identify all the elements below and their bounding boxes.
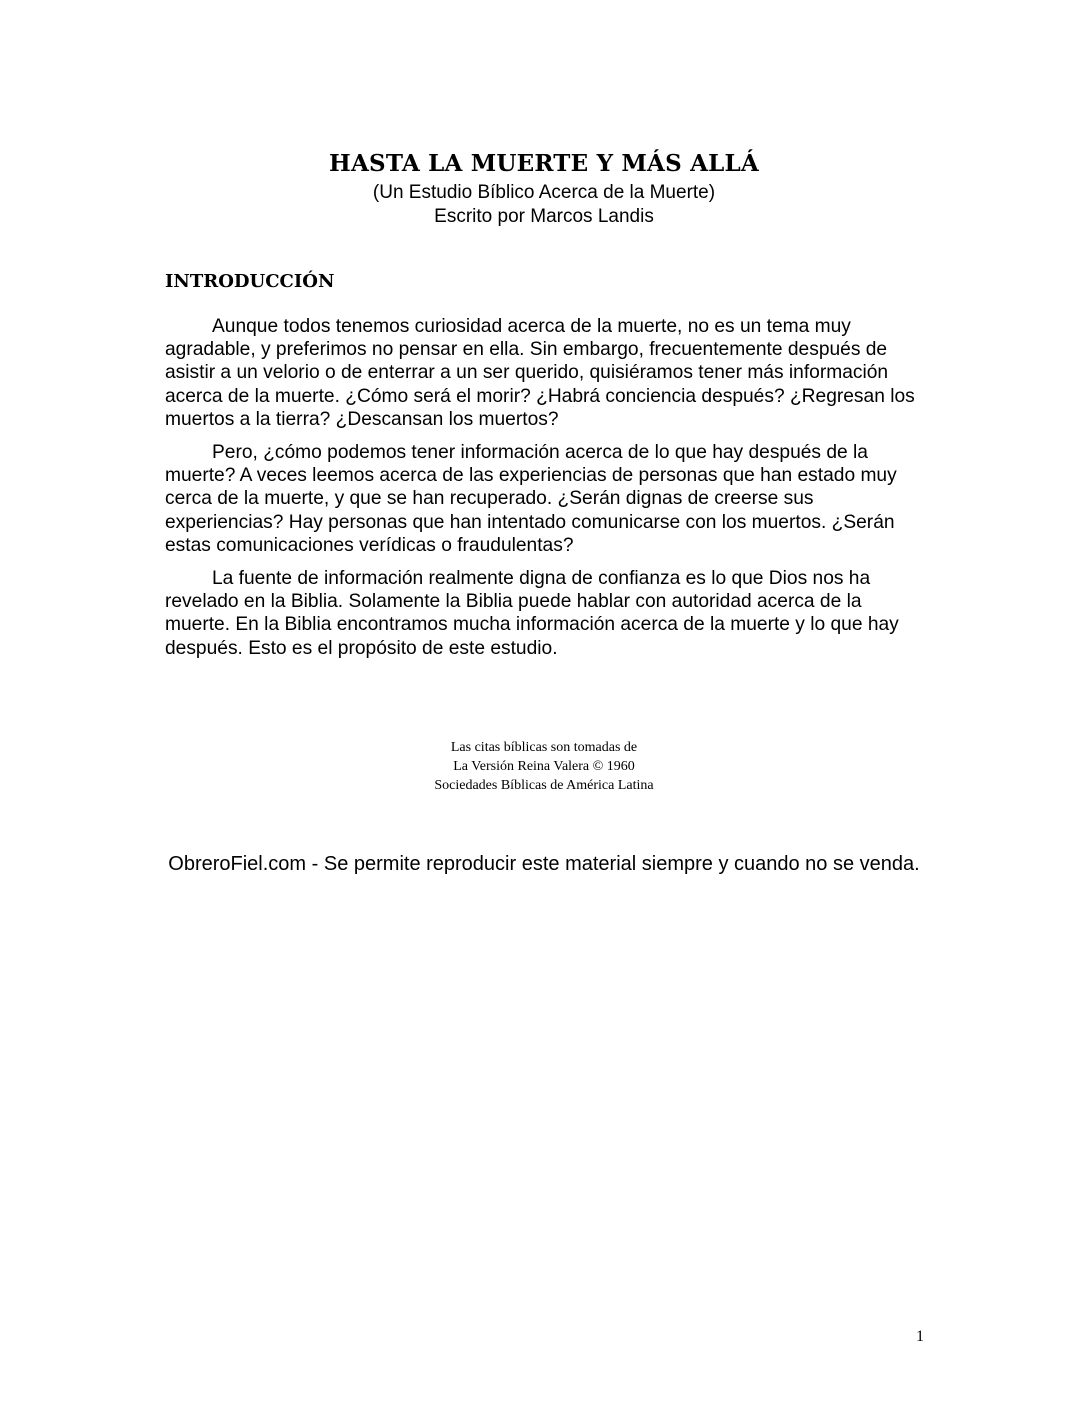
citation-line: Las citas bíblicas son tomadas de (450, 740, 638, 755)
document-title: HASTA LA MUERTE Y MÁS ALLÁ (329, 150, 759, 177)
document-subtitle: (Un Estudio Bíblico Acerca de la Muerte) (372, 182, 716, 203)
citation-note (0, 738, 1088, 795)
paragraph: Aunque todos tenemos curiosidad acerca de la muerte, no es un tema muy agradable, y preferimos no pensar en ella. Sin embargo, frecuentemente después de asistir a un velorio o de enterrar a un ser querido, quisiéramos tener más información acerca de la muerte. ¿Cómo será el morir? ¿Habrá conciencia después? ¿Regresan los muertos a la tierra? ¿Descansan los muertos? (165, 316, 915, 430)
citation-line: Sociedades Bíblicas de América Latina (434, 778, 654, 793)
page-number: 1 (916, 1328, 924, 1345)
paragraph: Pero, ¿cómo podemos tener información acerca de lo que hay después de la muerte? A veces leemos acerca de las experiencias de personas que han estado muy cerca de la muerte, y que se han recuperado. ¿Serán dignas de creerse sus experiencias? Hay personas que han intentado comunicarse con los muertos. ¿Serán estas comunicaciones verídicas o fraudulentas? (165, 442, 897, 556)
footer-notice: ObreroFiel.com - Se permite reproducir este material siempre y cuando no se venda. (168, 853, 920, 875)
body-text (165, 315, 925, 670)
citation-line: La Versión Reina Valera © 1960 (453, 759, 635, 774)
paragraph: La fuente de información realmente digna de confianza es lo que Dios nos ha revelado en la Biblia. Solamente la Biblia puede hablar con autoridad acerca de la muerte. En la Biblia encontramos mucha información acerca de la muerte y lo que hay después. Esto es el propósito de este estudio. (165, 568, 899, 659)
section-heading: INTRODUCCIÓN (165, 271, 335, 292)
document-author: Escrito por Marcos Landis (434, 206, 654, 227)
